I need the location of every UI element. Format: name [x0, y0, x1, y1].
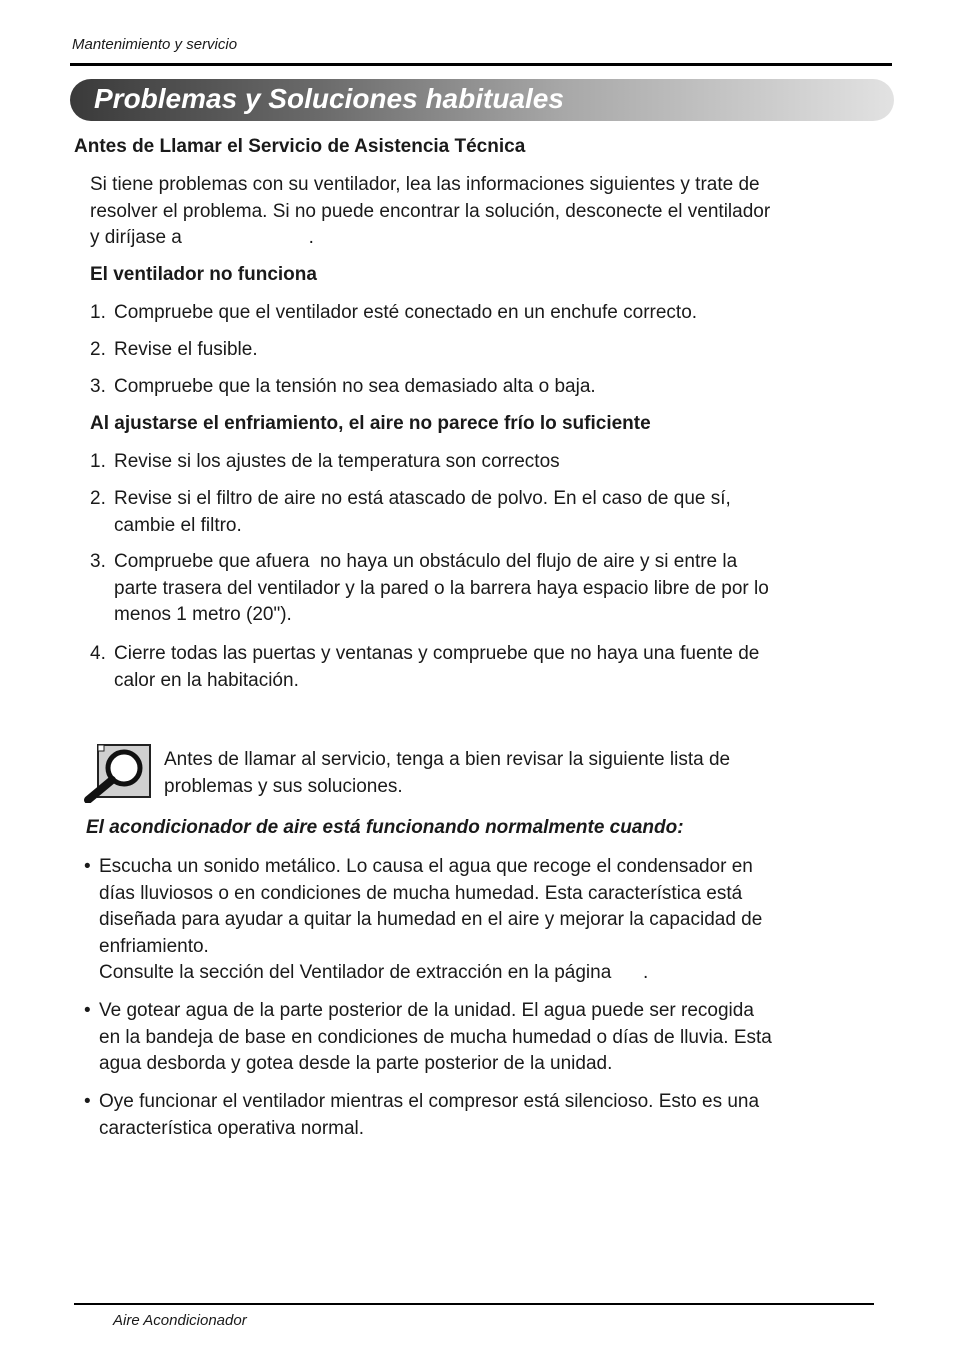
item-text: Revise si los ajustes de la temperatura son correctos: [114, 451, 560, 472]
item-text: menos 1 metro (20").: [114, 604, 292, 625]
item-number: 2.: [90, 339, 106, 360]
bullet-text: Oye funcionar el ventilador mientras el compresor está silencioso. Esto es una: [99, 1091, 760, 1112]
header-rule: [70, 63, 892, 66]
list-item: [90, 449, 880, 476]
item-text: Revise el fusible.: [114, 339, 258, 360]
item-text: Compruebe que la tensión no sea demasiado alta o baja.: [114, 376, 596, 397]
bullet-text: enfriamiento.: [99, 935, 209, 957]
section3-heading: El acondicionador de aire está funcionando normalmente cuando:: [86, 817, 684, 838]
item-number: 4.: [90, 643, 106, 664]
intro-line: resolver el problema. Si no puede encontrar la solución, desconecte el ventilador: [90, 200, 771, 222]
item-text: cambie el filtro.: [114, 514, 242, 536]
intro-paragraph: [90, 172, 900, 252]
item-text: Compruebe que afuera no haya un obstáculo del flujo de aire y si entre la: [114, 551, 738, 572]
bullet-item: [84, 1089, 904, 1142]
item-number: 2.: [90, 488, 106, 509]
note-line: problemas y sus soluciones.: [164, 775, 403, 797]
item-number: 3.: [90, 376, 106, 397]
item-text: calor en la habitación.: [114, 669, 299, 691]
bullet-dot: •: [84, 856, 91, 877]
list-item: [90, 641, 880, 694]
main-heading: Antes de Llamar el Servicio de Asistencia Técnica: [74, 136, 526, 157]
magnifier-icon: [84, 743, 152, 803]
bullet-text: Ve gotear agua de la parte posterior de la unidad. El agua puede ser recogida: [99, 1000, 754, 1021]
bullet-dot: •: [84, 1000, 91, 1021]
bullet-text: agua desborda y gotea desde la parte posterior de la unidad.: [99, 1053, 613, 1074]
item-number: 3.: [90, 551, 106, 572]
item-number: 1.: [90, 451, 106, 472]
page-title: Problemas y Soluciones habituales: [94, 83, 564, 114]
footer-label: Aire Acondicionador: [113, 1312, 247, 1329]
list-item: [90, 549, 880, 629]
list-item: [90, 374, 880, 401]
bullet-dot: •: [84, 1091, 91, 1112]
item-text: Revise si el filtro de aire no está atascado de polvo. En el caso de que sí,: [114, 488, 731, 509]
bullet-item: [84, 998, 904, 1078]
footer-rule: [74, 1303, 874, 1305]
bullet-text: Escucha un sonido metálico. Lo causa el agua que recoge el condensador en: [99, 856, 753, 877]
list-item: [90, 337, 880, 364]
bullet-text: en la bandeja de base en condiciones de mucha humedad o días de lluvia. Esta: [99, 1026, 772, 1048]
section2-heading: Al ajustarse el enfriamiento, el aire no parece frío lo suficiente: [90, 413, 651, 434]
bullet-item: [84, 854, 904, 987]
intro-line: y diríjase a .: [90, 227, 314, 248]
intro-line: Si tiene problemas con su ventilador, lea las informaciones siguientes y trate de: [90, 174, 760, 195]
bullet-text: característica operativa normal.: [99, 1117, 365, 1139]
bullet-text: diseñada para ayudar a quitar la humedad en el aire y mejorar la capacidad de: [99, 909, 763, 930]
header-section-label: Mantenimiento y servicio: [72, 36, 238, 53]
item-text: parte trasera del ventilador y la pared o la barrera haya espacio libre de por lo: [114, 577, 769, 599]
bullet-text: Consulte la sección del Ventilador de extracción en la página .: [99, 962, 649, 983]
item-number: 1.: [90, 302, 106, 323]
note-text: [164, 747, 904, 800]
title-bar: [70, 79, 894, 121]
section1-heading: El ventilador no funciona: [90, 264, 317, 285]
item-text: Cierre todas las puertas y ventanas y compruebe que no haya una fuente de: [114, 643, 760, 664]
bullet-text: días lluviosos o en condiciones de mucha humedad. Esta característica está: [99, 882, 743, 904]
note-line: Antes de llamar al servicio, tenga a bien revisar la siguiente lista de: [164, 749, 731, 770]
item-text: Compruebe que el ventilador esté conectado en un enchufe correcto.: [114, 302, 698, 323]
list-item: [90, 300, 880, 327]
list-item: [90, 486, 880, 539]
